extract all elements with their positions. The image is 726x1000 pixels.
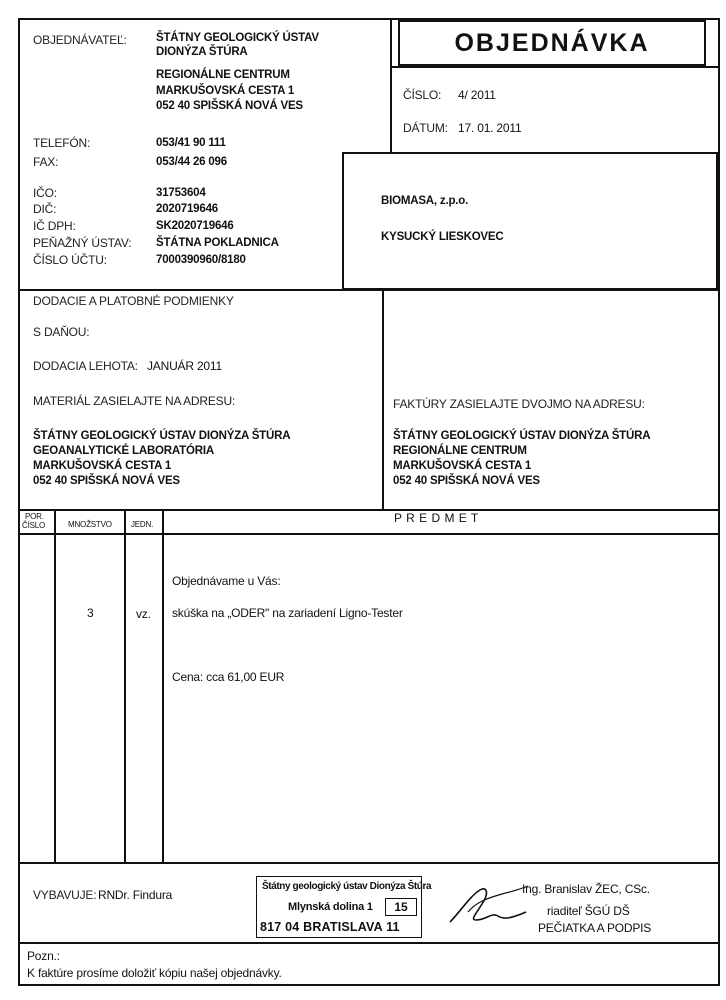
order-number-value: 4/ 2011 [458, 88, 496, 102]
handled-by-label: VYBAVUJE: [33, 888, 97, 902]
order-date-label: DÁTUM: [403, 121, 448, 135]
icdph-value: SK2020719646 [156, 220, 234, 232]
signer-name: Ing. Branislav ŽEC, CSc. [522, 882, 650, 896]
item-price: Cena: cca 61,00 EUR [172, 670, 285, 684]
phone-value: 053/41 90 111 [156, 137, 226, 149]
material-address-label: MATERIÁL ZASIELAJTE NA ADRESU: [33, 394, 236, 408]
signature-caption: PEČIATKA A PODPIS [538, 921, 652, 935]
item-quantity: 3 [87, 606, 94, 620]
divider-horizontal-header [392, 66, 720, 68]
fax-value: 053/44 26 096 [156, 156, 227, 168]
invoice-address-line-2: REGIONÁLNE CENTRUM [393, 445, 527, 457]
recipient-city: KYSUCKÝ LIESKOVEC [381, 231, 504, 243]
stamp-number: 15 [385, 898, 417, 916]
account-value: 7000390960/8180 [156, 254, 246, 266]
invoice-address-label: FAKTÚRY ZASIELAJTE DVOJMO NA ADRESU: [393, 397, 645, 411]
signer-role: riaditeľ ŠGÚ DŠ [547, 904, 630, 918]
dic-label: DIČ: [33, 202, 57, 216]
material-address-line-4: 052 40 SPIŠSKÁ NOVÁ VES [33, 475, 180, 487]
bank-label: PEŇAŽNÝ ÚSTAV: [33, 236, 132, 250]
recipient-box [342, 152, 718, 290]
invoice-address-line-1: ŠTÁTNY GEOLOGICKÝ ÚSTAV DIONÝZA ŠTÚRA [393, 430, 651, 442]
orderer-label: OBJEDNÁVATEĽ: [33, 33, 127, 47]
divider-vertical-header [390, 18, 392, 153]
delivery-deadline-label: DODACIA LEHOTA: [33, 359, 138, 373]
document-title: OBJEDNÁVKA [398, 20, 706, 66]
invoice-address-line-4: 052 40 SPIŠSKÁ NOVÁ VES [393, 475, 540, 487]
bank-value: ŠTÁTNA POKLADNICA [156, 237, 279, 249]
divider-vertical-addresses [382, 289, 384, 510]
orderer-line-5: 052 40 SPIŠSKÁ NOVÁ VES [156, 100, 303, 112]
item-unit: vz. [136, 607, 151, 621]
stamp-line-3: 817 04 BRATISLAVA 11 [260, 920, 400, 934]
divider-col-mnozstvo [124, 509, 126, 863]
item-description: skúška na „ODER" na zariadení Ligno-Tester [172, 606, 403, 620]
handled-by-value: RNDr. Findura [98, 888, 173, 902]
orderer-line-1: ŠTÁTNY GEOLOGICKÝ ÚSTAV [156, 32, 319, 44]
col-header-predmet: P R E D M E T [394, 511, 479, 525]
item-intro: Objednávame u Vás: [172, 574, 281, 588]
col-header-mnozstvo: MNOŽSTVO [68, 520, 112, 529]
order-date-value: 17. 01. 2011 [458, 121, 522, 135]
material-address-line-1: ŠTÁTNY GEOLOGICKÝ ÚSTAV DIONÝZA ŠTÚRA [33, 430, 291, 442]
col-header-jedn: JEDN. [131, 520, 154, 529]
orderer-line-2: DIONÝZA ŠTÚRA [156, 46, 248, 58]
divider-col-jedn [162, 509, 164, 863]
stamp-line-2: Mlynská dolina 1 [288, 901, 373, 913]
note-label: Pozn.: [27, 949, 60, 963]
order-number-label: ČÍSLO: [403, 88, 442, 102]
tax-label: S DAŇOU: [33, 325, 90, 339]
conditions-title: DODACIE A PLATOBNÉ PODMIENKY [33, 294, 234, 308]
note-text: K faktúre prosíme doložiť kópiu našej objednávky. [27, 966, 282, 980]
delivery-deadline-value: JANUÁR 2011 [147, 359, 222, 373]
dic-value: 2020719646 [156, 203, 218, 215]
divider-horizontal-notes [18, 942, 720, 944]
col-header-por-1: POR. [25, 512, 44, 521]
icdph-label: IČ DPH: [33, 219, 76, 233]
material-address-line-2: GEOANALYTICKÉ LABORATÓRIA [33, 445, 214, 457]
recipient-name: BIOMASA, z.p.o. [381, 195, 469, 207]
col-header-por-2: ČÍSLO [22, 521, 46, 530]
orderer-line-4: MARKUŠOVSKÁ CESTA 1 [156, 85, 295, 97]
account-label: ČÍSLO ÚČTU: [33, 253, 107, 267]
fax-label: FAX: [33, 155, 59, 169]
ico-value: 31753604 [156, 187, 206, 199]
divider-col-por [54, 509, 56, 863]
ico-label: IČO: [33, 186, 57, 200]
divider-horizontal-table-bottom [18, 862, 720, 864]
orderer-line-3: REGIONÁLNE CENTRUM [156, 69, 290, 81]
stamp-line-1: Štátny geologický ústav Dionýza Štúra [262, 881, 432, 892]
phone-label: TELEFÓN: [33, 136, 91, 150]
invoice-address-line-3: MARKUŠOVSKÁ CESTA 1 [393, 460, 532, 472]
material-address-line-3: MARKUŠOVSKÁ CESTA 1 [33, 460, 172, 472]
